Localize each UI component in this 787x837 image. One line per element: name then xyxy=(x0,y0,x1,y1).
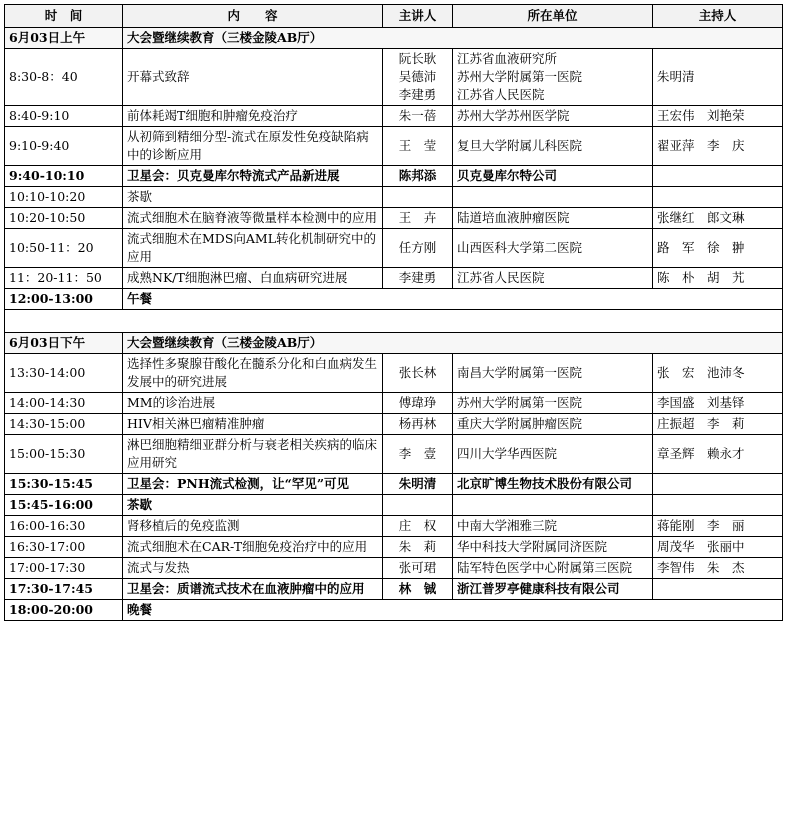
unit-cell: 陆军特色医学中心附属第三医院 xyxy=(453,558,653,579)
spacer-cell xyxy=(5,310,783,333)
content-cell: 卫星会：贝克曼库尔特流式产品新进展 xyxy=(123,166,383,187)
content-cell: 肾移植后的免疫监测 xyxy=(123,516,383,537)
section-date: 6月03日下午 xyxy=(5,333,123,354)
table-row xyxy=(5,393,783,414)
table-row xyxy=(5,474,783,495)
table-row xyxy=(5,166,783,187)
table-row xyxy=(5,106,783,127)
table-row xyxy=(5,187,783,208)
time-cell: 13:30-14:00 xyxy=(5,354,123,393)
unit-cell: 陆道培血液肿瘤医院 xyxy=(453,208,653,229)
speaker-cell: 朱一蓓 xyxy=(383,106,453,127)
unit-cell: 浙江普罗亭健康科技有限公司 xyxy=(453,579,653,600)
schedule-table xyxy=(4,4,783,621)
table-row xyxy=(5,579,783,600)
host-cell: 王宏伟 刘艳荣 xyxy=(653,106,783,127)
speaker-cell: 朱明清 xyxy=(383,474,453,495)
unit-cell: 南昌大学附属第一医院 xyxy=(453,354,653,393)
header-row xyxy=(5,5,783,28)
speaker-cell: 王 莹 xyxy=(383,127,453,166)
host-cell: 张 宏 池沛冬 xyxy=(653,354,783,393)
unit-cell: 中南大学湘雅三院 xyxy=(453,516,653,537)
content-cell: 卫星会：质谱流式技术在血液肿瘤中的应用 xyxy=(123,579,383,600)
unit-cell: 山西医科大学第二医院 xyxy=(453,229,653,268)
host-cell: 陈 朴 胡 艽 xyxy=(653,268,783,289)
speaker-cell: 傅瑋琤 xyxy=(383,393,453,414)
time-cell: 10:50-11：20 xyxy=(5,229,123,268)
content-cell: 流式细胞术在MDS向AML转化机制研究中的应用 xyxy=(123,229,383,268)
table-row xyxy=(5,127,783,166)
time-cell: 15:00-15:30 xyxy=(5,435,123,474)
host-cell xyxy=(653,187,783,208)
unit-cell: 复旦大学附属儿科医院 xyxy=(453,127,653,166)
time-cell: 12:00-13:00 xyxy=(5,289,123,310)
content-cell: 茶歇 xyxy=(123,495,383,516)
host-cell: 朱明清 xyxy=(653,49,783,106)
table-row xyxy=(5,414,783,435)
host-cell xyxy=(653,495,783,516)
time-cell: 10:20-10:50 xyxy=(5,208,123,229)
time-cell: 9:10-9:40 xyxy=(5,127,123,166)
content-cell: 选择性多聚腺苷酸化在髓系分化和白血病发生发展中的研究进展 xyxy=(123,354,383,393)
section-row-pm xyxy=(5,333,783,354)
unit-cell xyxy=(453,495,653,516)
content-cell: MM的诊治进展 xyxy=(123,393,383,414)
speaker-cell: 朱 莉 xyxy=(383,537,453,558)
speaker-cell: 庄 权 xyxy=(383,516,453,537)
time-cell: 8:30-8：40 xyxy=(5,49,123,106)
header-host: 主持人 xyxy=(653,5,783,28)
spacer-row xyxy=(5,310,783,333)
host-cell: 庄振超 李 莉 xyxy=(653,414,783,435)
table-row xyxy=(5,229,783,268)
table-row xyxy=(5,268,783,289)
host-cell: 李国盛 刘基铎 xyxy=(653,393,783,414)
unit-cell: 江苏省人民医院 xyxy=(453,268,653,289)
speaker-cell: 张可珺 xyxy=(383,558,453,579)
time-cell: 15:45-16:00 xyxy=(5,495,123,516)
content-cell: 从初筛到精细分型-流式在原发性免疫缺陷病中的诊断应用 xyxy=(123,127,383,166)
host-cell: 翟亚萍 李 庆 xyxy=(653,127,783,166)
content-cell: 流式与发热 xyxy=(123,558,383,579)
speaker-cell xyxy=(383,187,453,208)
speaker-cell: 林 铖 xyxy=(383,579,453,600)
table-row xyxy=(5,558,783,579)
unit-cell: 苏州大学苏州医学院 xyxy=(453,106,653,127)
time-cell: 8:40-9:10 xyxy=(5,106,123,127)
host-cell: 章圣辉 赖永才 xyxy=(653,435,783,474)
schedule-body xyxy=(5,28,783,621)
unit-cell: 江苏省血液研究所 苏州大学附属第一医院 江苏省人民医院 xyxy=(453,49,653,106)
content-cell: HIV相关淋巴瘤精准肿瘤 xyxy=(123,414,383,435)
time-cell: 16:00-16:30 xyxy=(5,516,123,537)
content-cell: 流式细胞术在CAR-T细胞免疫治疗中的应用 xyxy=(123,537,383,558)
content-cell: 晚餐 xyxy=(123,600,783,621)
content-cell: 成熟NK/T细胞淋巴瘤、白血病研究进展 xyxy=(123,268,383,289)
content-cell: 午餐 xyxy=(123,289,783,310)
section-row-am xyxy=(5,28,783,49)
table-row xyxy=(5,208,783,229)
unit-cell: 华中科技大学附属同济医院 xyxy=(453,537,653,558)
content-cell: 前体耗竭T细胞和肿瘤免疫治疗 xyxy=(123,106,383,127)
dinner-row xyxy=(5,600,783,621)
host-cell: 李智伟 朱 杰 xyxy=(653,558,783,579)
host-cell xyxy=(653,474,783,495)
section-date: 6月03日上午 xyxy=(5,28,123,49)
content-cell: 淋巴细胞精细亚群分析与衰老相关疾病的临床应用研究 xyxy=(123,435,383,474)
host-cell xyxy=(653,579,783,600)
host-cell: 路 军 徐 翀 xyxy=(653,229,783,268)
header-time: 时 间 xyxy=(5,5,123,28)
speaker-cell: 陈邦添 xyxy=(383,166,453,187)
speaker-cell: 李 壹 xyxy=(383,435,453,474)
host-cell: 蒋能刚 李 丽 xyxy=(653,516,783,537)
time-cell: 17:30-17:45 xyxy=(5,579,123,600)
time-cell: 9:40-10:10 xyxy=(5,166,123,187)
speaker-cell: 杨再林 xyxy=(383,414,453,435)
speaker-cell: 张长林 xyxy=(383,354,453,393)
time-cell: 14:30-15:00 xyxy=(5,414,123,435)
time-cell: 14:00-14:30 xyxy=(5,393,123,414)
unit-cell: 苏州大学附属第一医院 xyxy=(453,393,653,414)
host-cell: 周茂华 张丽中 xyxy=(653,537,783,558)
speaker-cell: 王 卉 xyxy=(383,208,453,229)
time-cell: 18:00-20:00 xyxy=(5,600,123,621)
unit-cell: 贝克曼库尔特公司 xyxy=(453,166,653,187)
unit-cell: 重庆大学附属肿瘤医院 xyxy=(453,414,653,435)
section-title: 大会暨继续教育（三楼金陵AB厅） xyxy=(123,333,783,354)
content-cell: 卫星会：PNH流式检测，让“罕见”可见 xyxy=(123,474,383,495)
content-cell: 流式细胞术在脑脊液等微量样本检测中的应用 xyxy=(123,208,383,229)
host-cell xyxy=(653,166,783,187)
time-cell: 10:10-10:20 xyxy=(5,187,123,208)
time-cell: 11：20-11：50 xyxy=(5,268,123,289)
table-row xyxy=(5,49,783,106)
speaker-cell: 阮长耿 吴德沛 李建勇 xyxy=(383,49,453,106)
speaker-cell xyxy=(383,495,453,516)
header-unit: 所在单位 xyxy=(453,5,653,28)
table-row xyxy=(5,495,783,516)
section-title: 大会暨继续教育（三楼金陵AB厅） xyxy=(123,28,783,49)
unit-cell xyxy=(453,187,653,208)
speaker-cell: 任方刚 xyxy=(383,229,453,268)
content-cell: 茶歇 xyxy=(123,187,383,208)
content-cell: 开幕式致辞 xyxy=(123,49,383,106)
time-cell: 16:30-17:00 xyxy=(5,537,123,558)
header-content: 内 容 xyxy=(123,5,383,28)
table-row xyxy=(5,435,783,474)
table-row xyxy=(5,537,783,558)
host-cell: 张继红 郎文琳 xyxy=(653,208,783,229)
unit-cell: 北京旷博生物技术股份有限公司 xyxy=(453,474,653,495)
table-row xyxy=(5,354,783,393)
header-speaker: 主讲人 xyxy=(383,5,453,28)
table-row xyxy=(5,516,783,537)
lunch-row xyxy=(5,289,783,310)
unit-cell: 四川大学华西医院 xyxy=(453,435,653,474)
time-cell: 15:30-15:45 xyxy=(5,474,123,495)
speaker-cell: 李建勇 xyxy=(383,268,453,289)
time-cell: 17:00-17:30 xyxy=(5,558,123,579)
